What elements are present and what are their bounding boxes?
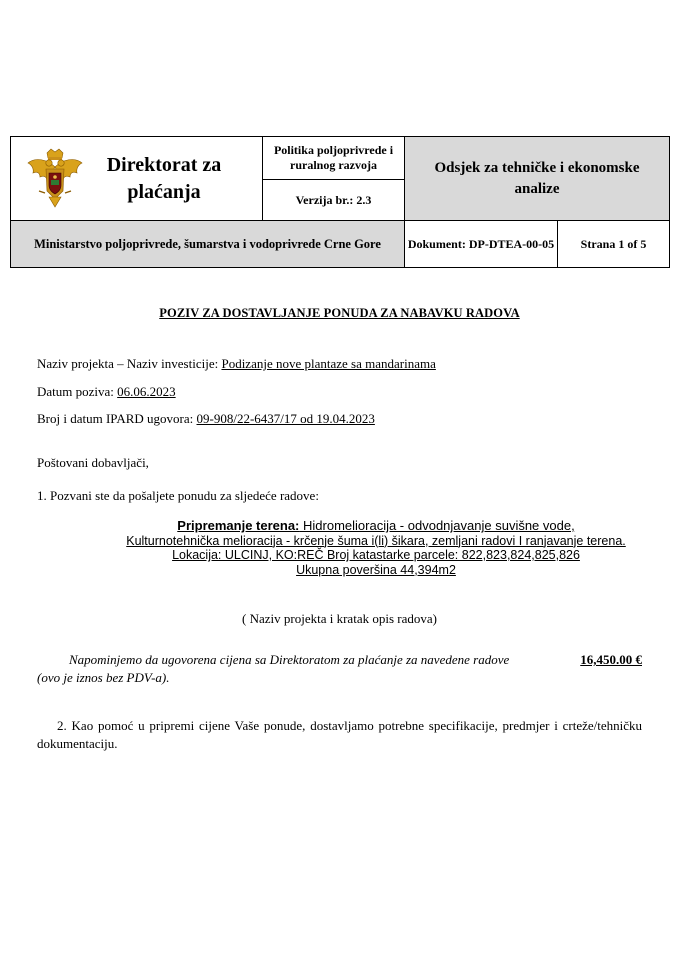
project-value: Podizanje nove plantaze sa mandarinama	[221, 356, 436, 371]
contract-label: Broj i datum IPARD ugovora:	[37, 411, 194, 426]
works-description	[106, 519, 646, 577]
works-caption: ( Naziv projekta i kratak opis radova)	[242, 611, 437, 626]
org-name: Direktorat za plaćanja	[106, 153, 222, 203]
document-header	[10, 136, 670, 268]
item-1: 1. Pozvani ste da pošaljete ponudu za sljedeće radove:	[37, 488, 319, 503]
works-line-1: Hidromelioracija - odvodnjavanje suvišne vode,	[299, 518, 575, 533]
document-code: Dokument: DP-DTEA-00-05	[405, 221, 558, 268]
department-name: Odsjek za tehničke i ekonomske analize	[405, 137, 670, 221]
price-note	[37, 651, 642, 687]
contract-value: 09-908/22-6437/17 od 19.04.2023	[196, 411, 375, 426]
greeting: Poštovani dobavljači,	[37, 455, 149, 470]
contract-field	[37, 411, 375, 427]
works-line-3: Lokacija: ULCINJ, KO:REČ Broj katastarke parcele: 822,823,824,825,826	[172, 548, 580, 562]
document-title: POZIV ZA DOSTAVLJANJE PONUDA ZA NABAVKU RADOVA	[159, 306, 520, 320]
project-field	[37, 356, 436, 372]
policy-name: Politika poljoprivrede i ruralnog razvoja	[263, 137, 404, 180]
works-line-2: Kulturnotehnička melioracija - krčenje šuma i(li) šikara, zemljani radovi I ranjavanje terena.	[126, 533, 626, 548]
item-2: 2. Kao pomoć u pripremi cijene Vaše ponude, dostavljamo potrebne specifikacije, predmjer i crteže/tehničku dokumentaciju.	[37, 718, 642, 751]
version-label: Verzija br.: 2.3	[295, 192, 372, 207]
project-label: Naziv projekta – Naziv investicije:	[37, 356, 219, 371]
date-value: 06.06.2023	[117, 384, 176, 399]
works-line-4: Ukupna poveršina 44,394m2	[296, 562, 456, 577]
date-field	[37, 384, 176, 400]
date-label: Datum poziva:	[37, 384, 114, 399]
ministry-name: Ministarstvo poljoprivrede, šumarstva i vodoprivrede Crne Gore	[11, 221, 405, 268]
works-heading: Pripremanje terena:	[177, 518, 300, 533]
note-text: Napominjemo da ugovorena cijena sa Direktoratom za plaćanje za navedene radove	[69, 652, 510, 667]
montenegro-coat-of-arms-icon	[25, 147, 85, 211]
page-number: Strana 1 of 5	[558, 221, 670, 268]
contract-price: 16,450.00 €	[580, 652, 642, 667]
org-cell	[11, 137, 263, 221]
note-tail: (ovo je iznos bez PDV-a).	[37, 670, 170, 685]
policy-cell	[263, 137, 405, 221]
